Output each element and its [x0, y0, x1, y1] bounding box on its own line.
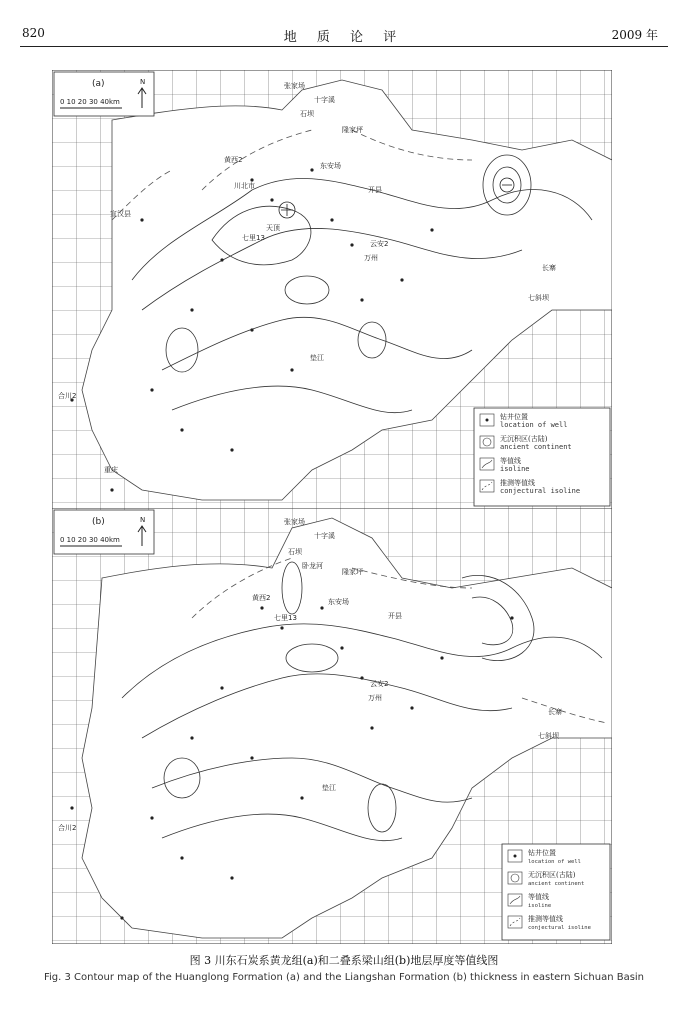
north-arrow: N — [140, 516, 146, 524]
place-label: 隆家坪 — [342, 126, 363, 134]
legend-b — [502, 844, 610, 940]
place-label: 张家场 — [284, 82, 305, 90]
place-label: 七里13 — [242, 234, 265, 242]
legend-label: 等值线 — [500, 457, 521, 465]
legend-label: 等值线 — [528, 893, 549, 901]
publication-year: 2009 年 — [611, 28, 658, 42]
page-header — [0, 26, 688, 46]
place-label: 开县 — [388, 612, 402, 620]
panel-label-b: (b) — [92, 517, 105, 527]
place-label: 云安2 — [370, 240, 389, 248]
place-label: 垫江 — [322, 784, 336, 792]
place-label: 十字溪 — [314, 96, 335, 104]
legend-label-en: location of well — [500, 421, 568, 429]
legend-label-en: conjectural isoline — [528, 925, 591, 931]
place-label: 重庆 — [104, 466, 118, 474]
legend-label-en: conjectural isoline — [500, 487, 581, 495]
place-label: 垫江 — [310, 354, 324, 362]
scale-bar-text: 0 10 20 30 40km — [60, 536, 120, 544]
scale-bar-text: 0 10 20 30 40km — [60, 98, 120, 106]
panel-label-a: (a) — [92, 79, 105, 89]
place-label: 云安2 — [370, 680, 389, 688]
place-label: 天顶 — [266, 224, 280, 232]
place-label: 宣汉县 — [110, 210, 131, 218]
legend-label: 无沉积区(古陆) — [528, 871, 576, 879]
place-label: 黄西2 — [252, 594, 271, 602]
place-label: 开县 — [368, 186, 382, 194]
place-label: 长寨 — [542, 264, 556, 272]
place-label: 七斜坝 — [528, 294, 549, 302]
legend-label: 钻井位置 — [528, 849, 556, 857]
place-label: 合川2 — [58, 824, 77, 832]
place-label: 十字溪 — [314, 532, 335, 540]
header-rule — [20, 46, 668, 47]
place-label: 长寨 — [548, 708, 562, 716]
legend-label-en: location of well — [528, 859, 581, 865]
place-label: 卧龙河 — [302, 562, 323, 570]
place-label: 黄西2 — [224, 156, 243, 164]
legend-label: 推测等值线 — [528, 915, 563, 923]
place-label: 东安场 — [320, 162, 341, 170]
place-label: 石坝 — [300, 110, 314, 118]
place-label: 七里13 — [274, 614, 297, 622]
legend-label: 钻井位置 — [500, 413, 528, 421]
legend-label: 无沉积区(古陆) — [500, 435, 548, 443]
contour-map-b — [52, 508, 612, 944]
place-label: 石坝 — [288, 548, 302, 556]
place-label: 七斜坝 — [538, 732, 559, 740]
place-label: 万州 — [368, 694, 382, 702]
place-label: 川北市 — [234, 182, 255, 190]
place-label: 万州 — [364, 254, 378, 262]
place-label: 隆家坪 — [342, 568, 363, 576]
journal-title: 地 质 论 评 — [283, 30, 405, 45]
contour-map-a — [52, 70, 612, 510]
legend-label-en: isoline — [528, 903, 552, 909]
page-number: 820 — [22, 26, 45, 40]
legend-label-en: ancient continent — [500, 443, 572, 451]
place-label: 东安场 — [328, 598, 349, 606]
north-arrow: N — [140, 78, 146, 86]
figure-caption-en: Fig. 3 Contour map of the Huanglong Formation (a) and the Liangshan Formation (b) thickness in eastern Sichuan Basin — [43, 972, 645, 983]
legend-label-en: ancient continent — [528, 881, 585, 887]
place-label: 张家场 — [284, 518, 305, 526]
legend-a — [474, 408, 610, 506]
legend-label-en: isoline — [500, 465, 530, 473]
place-label: 合川2 — [58, 392, 77, 400]
figure-caption-zh: 图 3 川东石炭系黄龙组(a)和二叠系梁山组(b)地层厚度等值线图 — [189, 954, 499, 967]
legend-label: 推测等值线 — [500, 479, 535, 487]
